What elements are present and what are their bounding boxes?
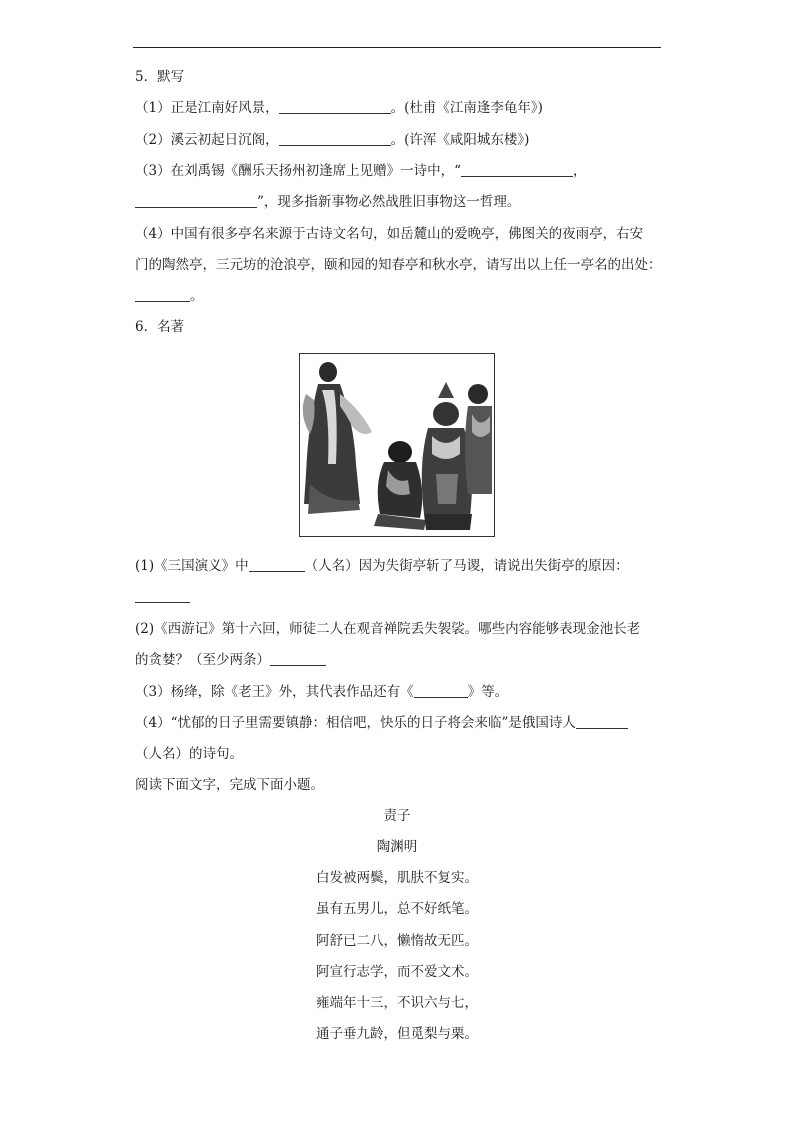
reading-intro: 阅读下面文字，完成下面小题。 [135,777,324,793]
answer-blank[interactable] [135,287,190,302]
q6-item-2-line2 [135,651,326,669]
q5-1-source: 。(杜甫《江南逢李龟年》) [390,100,543,116]
poem-line: 通子垂九龄，但觅梨与栗。 [316,1026,478,1042]
q6-1-text: (1)《三国演义》中 [135,558,249,574]
q5-2-text: （2）溪云初起日沉阁， [135,132,279,148]
answer-blank[interactable] [279,99,391,114]
poem-title: 责子 [383,808,411,824]
q6-item-3 [135,683,508,701]
answer-blank[interactable] [135,588,190,603]
q6-4-text: （4）“忧郁的日子里需要镇静：相信吧，快乐的日子将会来临”是俄国诗人 [135,715,576,731]
q6-item-4-line1 [135,714,628,732]
answer-blank[interactable] [279,131,391,146]
q5-item-4-line1: （4）中国有很多亭名来源于古诗文名句，如岳麓山的爱晚亭，佛图关的夜雨亭，右安 [135,226,644,242]
answer-blank[interactable] [249,557,305,572]
q5-item-3-line1 [135,162,587,180]
poem-line: 白发被两鬓，肌肤不复实。 [316,870,478,886]
q5-item-3-line2 [135,193,520,211]
header-rule [133,47,661,48]
q6-item-4-line2: （人名）的诗句。 [135,746,243,762]
q5-item-4-line2: 门的陶然亭，三元坊的沧浪亭，颐和园的知春亭和秋水亭，请写出以上任一亭名的出处： [135,257,662,273]
answer-blank[interactable] [414,683,468,698]
q5-item-4-line3 [135,287,204,305]
poem-line: 阿宣行志学，而不爱文术。 [316,964,478,980]
q5-1-text: （1）正是江南好风景， [135,100,279,116]
q6-item-2-line1: (2)《西游记》第十六回，师徒二人在观音禅院丢失袈裟。哪些内容能够表现金池长老 [135,621,641,637]
poem-line: 阿舒已二八，懒惰故无匹。 [316,933,478,949]
answer-blank[interactable] [576,714,628,729]
q5-item-2 [135,131,529,149]
q6-2-text: 的贪婪？（至少两条） [135,652,270,668]
q5-3-comma: ， [573,163,587,179]
q5-3-tail: ”，现多指新事物必然战胜旧事物这一哲理。 [257,194,521,210]
answer-blank[interactable] [461,162,573,177]
poem-line: 虽有五男儿，总不好纸笔。 [316,901,478,917]
illustration-figure [299,353,495,537]
answer-blank[interactable] [135,193,257,208]
q6-1-question: （人名）因为失街亭斩了马谡，请说出失街亭的原因： [304,558,629,574]
q6-item-1 [135,557,629,575]
q5-heading: 5．默写 [135,69,185,85]
q5-4-period: 。 [190,288,204,304]
q6-3-text: （3）杨绛，除《老王》外，其代表作品还有《 [135,684,414,700]
q5-3-text: （3）在刘禹锡《酬乐天扬州初逢席上见赠》一诗中，“ [135,163,461,179]
q5-item-1 [135,99,543,117]
q6-item-1-line2 [135,588,190,606]
q5-2-source: 。(许浑《咸阳城东楼》) [390,132,530,148]
q6-3-tail: 》等。 [467,684,509,700]
q6-heading: 6．名著 [135,319,185,335]
answer-blank[interactable] [270,651,326,666]
figure-illustration-icon [300,354,494,536]
poem-line: 雍端年十三，不识六与七， [316,995,478,1011]
poem-author: 陶渊明 [376,839,418,855]
